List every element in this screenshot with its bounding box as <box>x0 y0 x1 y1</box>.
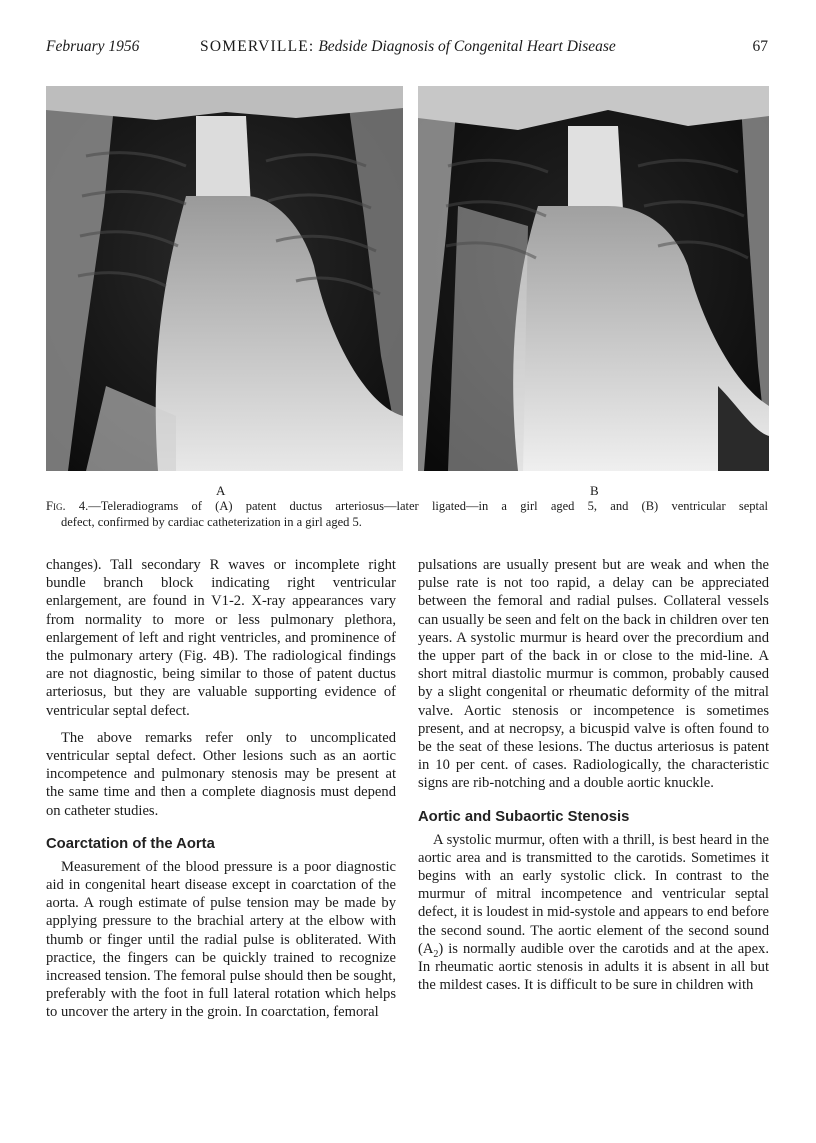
paragraph: The above remarks refer only to uncomplicated ventricular septal defect. Other lesions such as an aortic incompetence and pulmonary stenosis may be present at the same time and then a complete diagnosis must depend on catheter studies. <box>46 729 396 819</box>
paragraph <box>418 831 769 995</box>
paragraph: Measurement of the blood pressure is a poor diagnostic aid in congenital heart disease except in coarctation of the aorta. A rough estimate of pulse tension may be made by applying pressure to the brachial artery at the elbow with thumb or finger until the radial pulse is obliterated. With practice, the fingers can be quickly trained to recognize increased tension. The femoral pulse should then be sought, preferably with the foot in full lateral rotation which helps to uncover the artery in the groin. In coarctation, femoral <box>46 858 396 1021</box>
right-column <box>418 556 769 994</box>
caption-line-2: defect, confirmed by cardiac catheterization in a girl aged 5. <box>61 515 362 529</box>
left-column <box>46 556 396 1022</box>
running-header <box>46 38 768 64</box>
xray-image-b <box>418 86 769 471</box>
caption-text-1: —Teleradiograms of (A) patent ductus arteriosus—later ligated—in a girl aged 5, and (B) ventricular septal <box>88 499 768 513</box>
page-number: 67 <box>752 38 768 55</box>
figure-caption <box>46 498 768 530</box>
caption-figure-number: Fig. 4. <box>46 499 89 513</box>
section-heading-aortic-stenosis: Aortic and Subaortic Stenosis <box>418 808 630 825</box>
section-heading-coarctation: Coarctation of the Aorta <box>46 835 215 852</box>
article-subtitle: Bedside Diagnosis of Congenital Heart Disease <box>318 38 616 55</box>
subscript: 2 <box>433 948 439 960</box>
author-name: SOMERVILLE: <box>200 38 315 55</box>
running-title <box>200 38 616 56</box>
xray-image-a <box>46 86 403 471</box>
panel-label-b: B <box>590 483 599 498</box>
panel-label-a: A <box>216 483 226 498</box>
chest-radiograph-b <box>418 86 769 471</box>
paragraph: changes). Tall secondary R waves or incomplete right bundle branch block indicating right ventricular enlargement, are found in V1-2. X-ray appearances vary from normality to more or less pulmonary plethora, enlargement of left and right ventricles, and prominence of the pulmonary artery (Fig. 4B). The radiological findings are not diagnostic, being similar to those of patent ductus arteriosus, but they are valuable supporting evidence of ventricular septal defect. <box>46 557 396 719</box>
paragraph-text: A systolic murmur, often with a thrill, is best heard in the aortic area and is transmitted to the carotids. Sometimes it begins with an early systolic click. In contrast to the murmur of mitral incompetence and ventricular septal defect, it is loudest in mid-systole and appears to end before the second sound. The aortic element of the second sound (A <box>418 831 769 957</box>
journal-date: February 1956 <box>46 38 140 55</box>
paragraph-text: ) is normally audible over the carotids and at the apex. In rheumatic aortic stenosis in adults it is absent in all but the mildest cases. It is difficult to be sure in children with <box>418 940 769 994</box>
paragraph: pulsations are usually present but are weak and when the pulse rate is not too rapid, a delay can be appreciated between the femoral and radial pulses. Collateral vessels can usually be seen and felt on the back in children over ten years. A systolic murmur is heard over the precordium and the upper part of the back in or close to the mid-line. A short mitral diastolic murmur is common, probably caused by a slight congenital or rheumatic deformity of the mitral valve. Aortic stenosis or incompetence is sometimes present, and at necropsy, a bicuspid valve is often found to be the seat of these lesions. The ductus arteriosus is patent in 10 per cent. of cases. Radiologically, the characteristic signs are rib-notching and a double aortic knuckle. <box>418 557 769 792</box>
caption-line-1 <box>46 498 768 514</box>
chest-radiograph-a <box>46 86 403 471</box>
